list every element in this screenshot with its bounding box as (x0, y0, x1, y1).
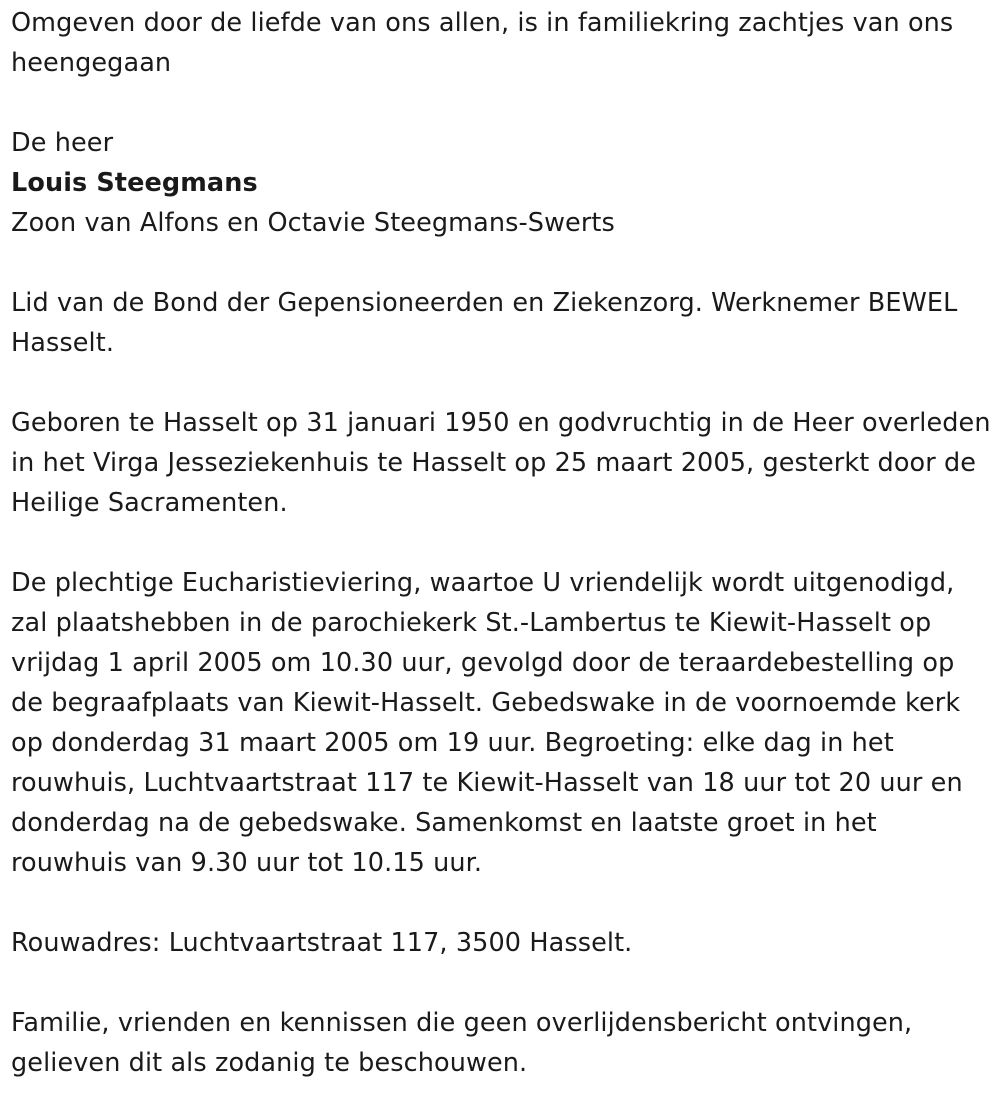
intro-text: Omgeven door de liefde van ons allen, is in familiekring zachtjes van ons heengegaan (11, 8, 954, 78)
membership-text: Lid van de Bond der Gepensioneerden en Ziekenzorg. Werknemer BEWEL Hasselt. (11, 288, 958, 358)
closing-text: Familie, vrienden en kennissen die geen overlijdensbericht ontvingen, gelieven dit als zodanig te beschouwen. (11, 1008, 913, 1078)
spacer (11, 83, 993, 123)
death-notice (11, 3, 993, 1083)
birth-death-text: Geboren te Hasselt op 31 januari 1950 en godvruchtig in de Heer overleden in het Virga Jesseziekenhuis te Hasselt op 25 maart 2005, gesterkt door de Heilige Sacramenten. (11, 408, 991, 518)
spacer (11, 243, 993, 283)
ceremony-text: De plechtige Eucharistieviering, waartoe U vriendelijk wordt uitgenodigd, zal plaatshebben in de parochiekerk St.-Lambertus te Kiewit-Hasselt op vrijdag 1 april 2005 om 10.30 uur, gevolgd door de teraardebestelling op de begraafplaats van Kiewit-Hasselt. Gebedswake in de voornoemde kerk op donderdag 31 maart 2005 om 19 uur. Begroeting: elke dag in het rouwhuis, Luchtvaartstraat 117 te Kiewit-Hasselt van 18 uur tot 20 uur en donderdag na de gebedswake. Samenkomst en laatste groet in het rouwhuis van 9.30 uur tot 10.15 uur. (11, 568, 963, 878)
spacer (11, 523, 993, 563)
salutation: De heer (11, 128, 114, 158)
spacer (11, 883, 993, 923)
deceased-name: Louis Steegmans (11, 168, 258, 198)
address-text: Rouwadres: Luchtvaartstraat 117, 3500 Hasselt. (11, 928, 633, 958)
parents-text: Zoon van Alfons en Octavie Steegmans-Swerts (11, 208, 615, 238)
spacer (11, 363, 993, 403)
spacer (11, 963, 993, 1003)
